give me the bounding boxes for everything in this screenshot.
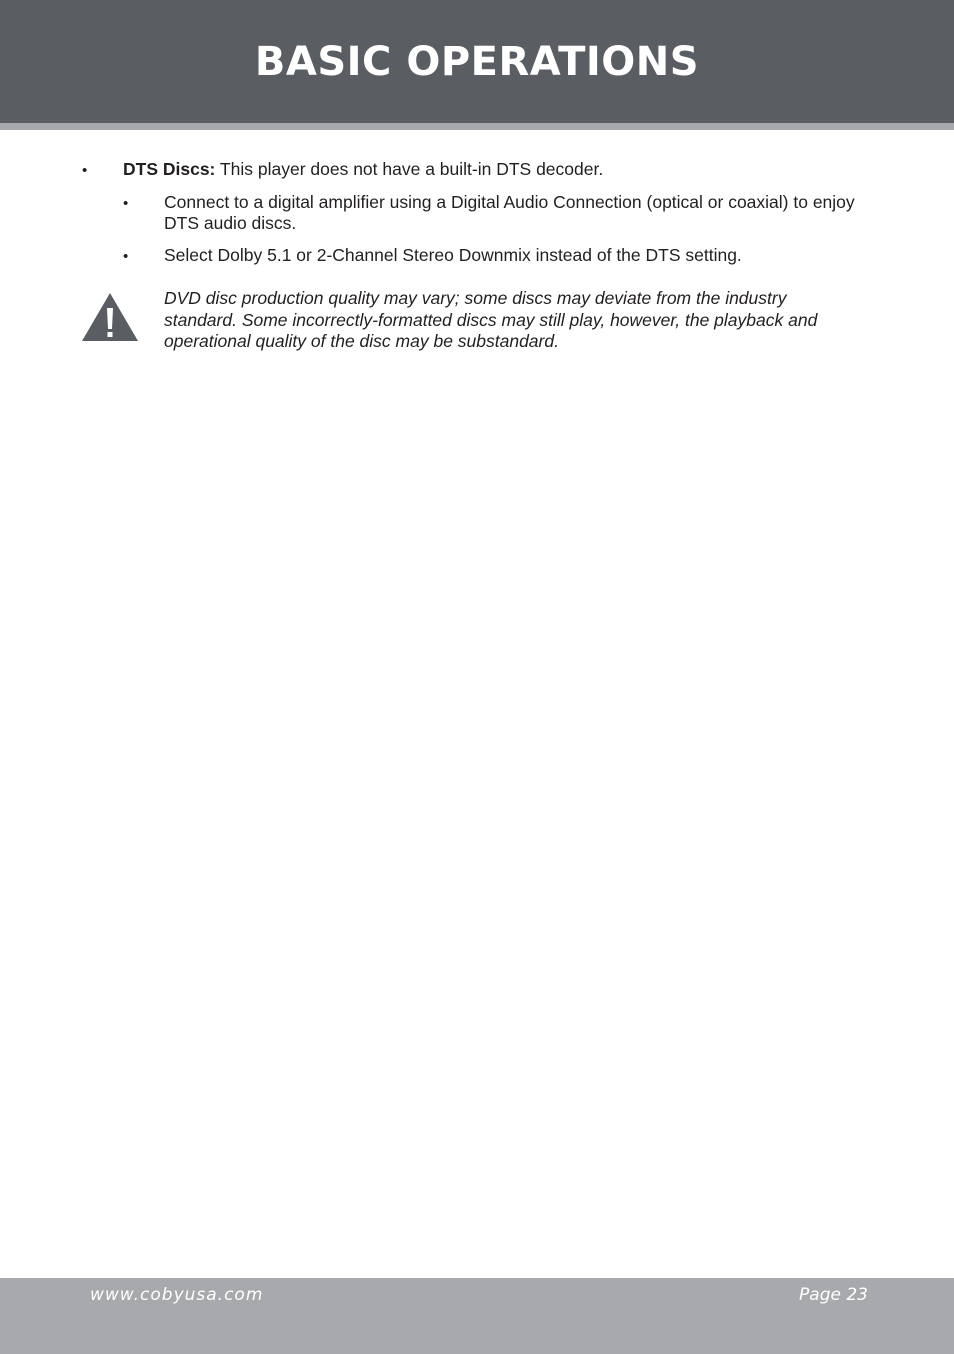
header-bar	[0, 0, 954, 123]
warning-triangle-icon	[81, 292, 139, 342]
page-number: Page 23	[799, 1285, 868, 1305]
bullet-mark: •	[123, 195, 129, 212]
warning-note: DVD disc production quality may vary; some discs may deviate from the industry standard. Some incorrectly-formatted discs may still play, however, the playback and operational quality of the disc may be substandard.	[164, 288, 818, 351]
bullet-mark: •	[123, 248, 129, 265]
header-rule	[0, 123, 954, 130]
bullet-text: This player does not have a built-in DTS decoder.	[215, 159, 604, 179]
bullet-dolby-setting: Select Dolby 5.1 or 2-Channel Stereo Downmix instead of the DTS setting.	[164, 245, 742, 265]
bullet-digital-amplifier: Connect to a digital amplifier using a Digital Audio Connection (optical or coaxial) to enjoy DTS audio discs.	[164, 192, 855, 233]
bullet-mark: •	[82, 162, 88, 179]
bullet-dts-discs	[123, 159, 863, 180]
bullet-label: DTS Discs:	[123, 159, 216, 179]
page-title: BASIC OPERATIONS	[254, 39, 700, 85]
footer-url: www.cobyusa.com	[90, 1285, 264, 1305]
